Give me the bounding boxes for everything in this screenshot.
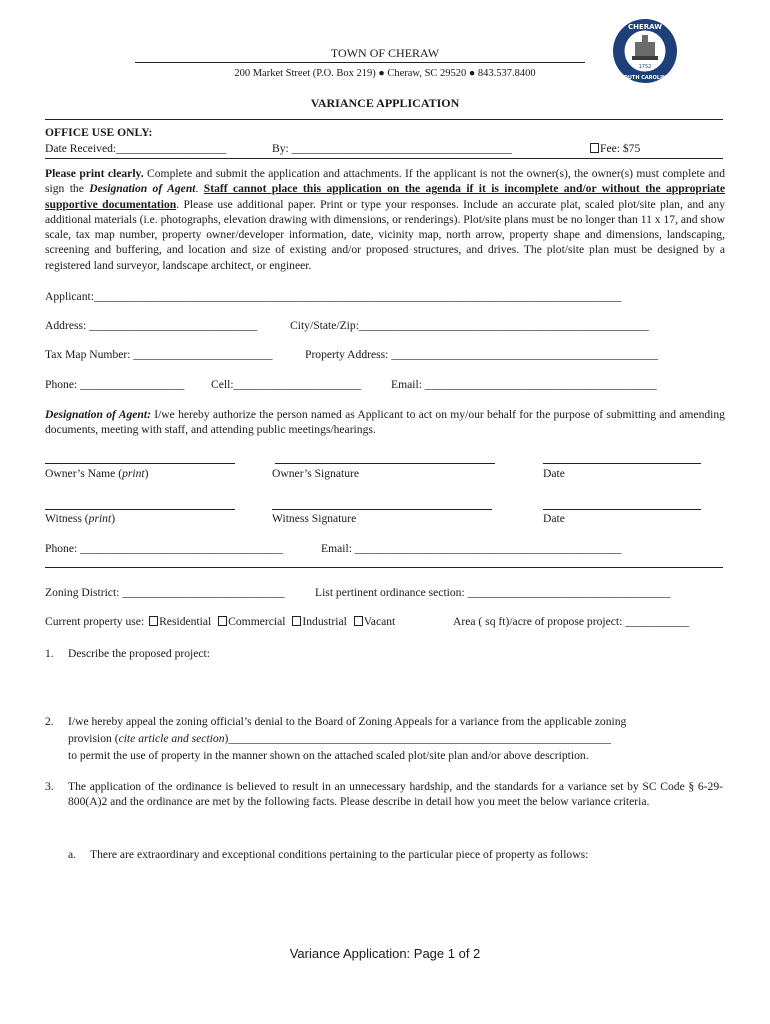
fee-checkbox[interactable] — [590, 143, 599, 153]
q1-number: 1. — [45, 647, 54, 660]
owner-name-label: Owner’s Name (print) — [45, 467, 149, 480]
qa-letter: a. — [68, 848, 77, 861]
instructions-designation: Designation of Agent — [89, 182, 196, 196]
fee-label: Fee: $75 — [600, 142, 641, 155]
owner-signature-line[interactable] — [275, 463, 495, 464]
witness-signature-line[interactable] — [272, 509, 492, 510]
seal-text-bottom: SOUTH CAROLINA — [620, 75, 670, 81]
area-field[interactable]: Area ( sq ft)/acre of propose project: ___________ — [453, 615, 689, 628]
instructions-paragraph — [45, 166, 725, 273]
q2-number: 2. — [45, 715, 54, 728]
commercial-checkbox[interactable] — [218, 616, 227, 626]
qa-text: There are extraordinary and exceptional conditions pertaining to the particular piece of property as follows: — [90, 848, 589, 861]
town-seal-logo — [612, 18, 678, 84]
agent-email-field[interactable]: Email: ______________________________________________ — [321, 542, 622, 555]
town-name: TOWN OF CHERAW — [330, 46, 440, 60]
owner-signature-label: Owner’s Signature — [272, 467, 360, 480]
instructions-part3: . Please use additional paper. Print or type your responses. Include an accurate plat, scaled plot/site plan, and any additional materials (i.e. photographs, elevation drawing with dimensions, or renderings). Plot/site plans must be no longer than 11 x 17, and show scale, tax map number, property owner/developer information, date, vicinity map, north arrow, property shape and dimensions, landscaping, screening and buffering, and location and size of existing and/or proposed structures, and drives. The plot/site plan must be designed by a registered land surveyor, landscape architect, or engineer. — [45, 197, 725, 272]
address-field[interactable]: Address: _____________________________ — [45, 319, 258, 332]
zoning-divider — [45, 567, 723, 568]
instructions-staff-warning: Staff cannot place this application on the agenda if it is incomplete and/or without the appropriate supportive documentation — [45, 182, 725, 211]
instructions-part2: . — [195, 182, 204, 196]
phone-field[interactable]: Phone: __________________ — [45, 378, 185, 391]
vacant-checkbox[interactable] — [354, 616, 363, 626]
q3-text: The application of the ordinance is believed to result in an unnecessary hardship, and the standards for a variance set by SC Code § 6-29-800(A)2 and the ordinance are met by the following facts. Please describe in detail how you meet the below variance criteria. — [68, 780, 723, 809]
office-top-rule — [45, 119, 723, 120]
property-use-row — [45, 614, 395, 629]
q1-text: Describe the proposed project: — [68, 647, 210, 660]
date1-line[interactable] — [543, 463, 701, 464]
witness-name-line[interactable] — [45, 509, 235, 510]
agent-label: Designation of Agent: — [45, 408, 151, 421]
fee-item — [590, 141, 640, 156]
by-field[interactable]: By: ______________________________________ — [272, 142, 512, 155]
date-received-field[interactable]: Date Received:___________________ — [45, 142, 227, 155]
date1-label: Date — [543, 467, 565, 480]
town-address: 200 Market Street (P.O. Box 219) ● Cheraw, SC 29520 ● 843.537.8400 — [234, 68, 536, 79]
applicant-field[interactable]: Applicant:___________________________________________________________________________________________ — [45, 290, 622, 303]
vacant-label: Vacant — [363, 615, 396, 628]
q2-line3: to permit the use of property in the manner shown on the attached scaled plot/site plan and/or above description. — [68, 749, 589, 762]
office-bottom-rule — [45, 158, 723, 159]
residential-label: Residential — [159, 615, 212, 628]
q2-provision-field[interactable]: provision (cite article and section)__________________________________________________________________ — [68, 732, 611, 745]
instructions-part1: Complete and submit the application and attachments. If the applicant is not the owner(s), the owner(s) must complete and sign the — [45, 167, 725, 196]
ordinance-section-field[interactable]: List pertinent ordinance section: ___________________________________ — [315, 586, 671, 599]
witness-name-label: Witness (print) — [45, 512, 116, 525]
zoning-district-field[interactable]: Zoning District: ____________________________ — [45, 586, 285, 599]
date2-label: Date — [543, 512, 565, 525]
city-state-zip-field[interactable]: City/State/Zip:__________________________________________________ — [290, 319, 649, 332]
date2-line[interactable] — [543, 509, 701, 510]
page-footer: Variance Application: Page 1 of 2 — [289, 946, 481, 961]
commercial-label: Commercial — [228, 615, 286, 628]
instructions-lead: Please print clearly. — [45, 167, 144, 180]
q3-number: 3. — [45, 780, 54, 793]
agent-text: I/we hereby authorize the person named as Applicant to act on my/our behalf for the purpose of submitting and amending documents, meeting with staff, and attending public meetings/hearings. — [45, 408, 725, 437]
tax-map-field[interactable]: Tax Map Number: ________________________ — [45, 348, 273, 361]
agent-phone-field[interactable]: Phone: ___________________________________ — [45, 542, 283, 555]
industrial-label: Industrial — [302, 615, 347, 628]
q2-line1: I/we hereby appeal the zoning official’s denial to the Board of Zoning Appeals for a variance from the applicable zoning — [68, 715, 627, 728]
email-field[interactable]: Email: ________________________________________ — [391, 378, 657, 391]
office-use-label: OFFICE USE ONLY: — [45, 126, 153, 139]
seal-year: 1752 — [638, 64, 652, 70]
agent-paragraph — [45, 407, 725, 438]
owner-name-line[interactable] — [45, 463, 235, 464]
header-rule — [135, 62, 585, 63]
witness-signature-label: Witness Signature — [272, 512, 357, 525]
seal-text-top: CHERAW — [628, 23, 662, 31]
page-title: VARIANCE APPLICATION — [310, 96, 460, 110]
property-use-label: Current property use: — [45, 615, 145, 628]
residential-checkbox[interactable] — [149, 616, 158, 626]
property-address-field[interactable]: Property Address: ______________________________________________ — [305, 348, 658, 361]
cell-field[interactable]: Cell:______________________ — [211, 378, 362, 391]
industrial-checkbox[interactable] — [292, 616, 301, 626]
